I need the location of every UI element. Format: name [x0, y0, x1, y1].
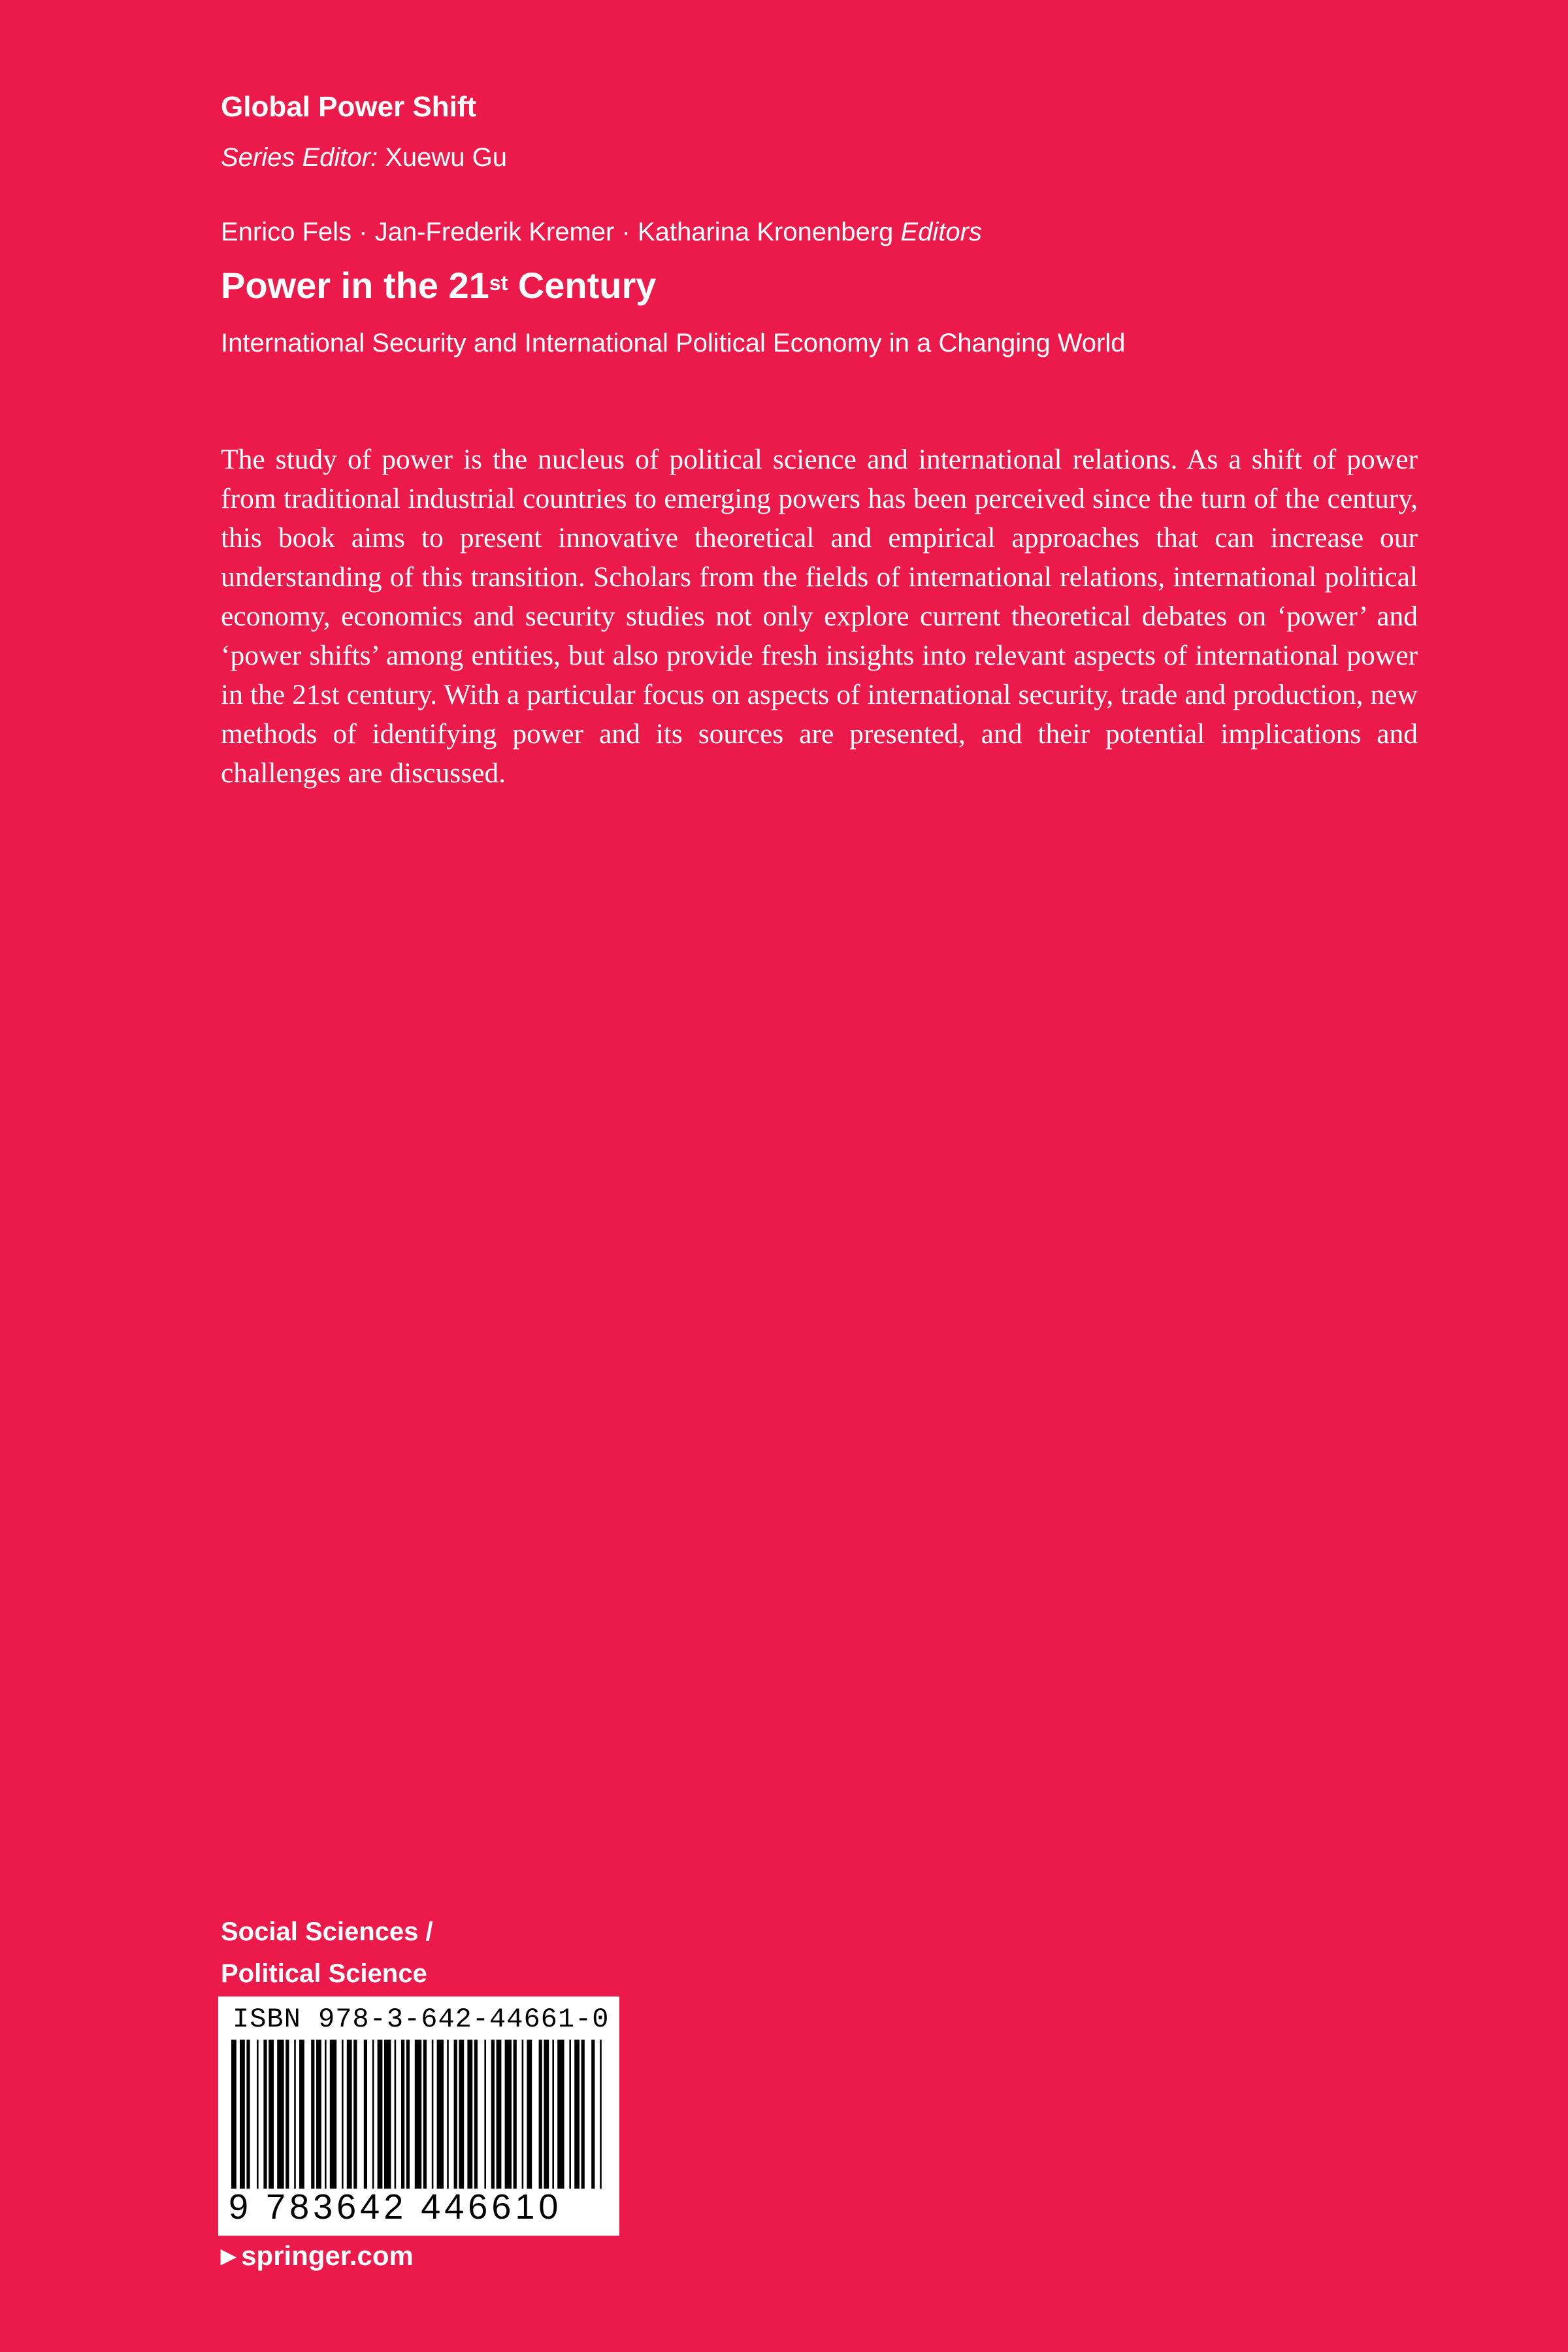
barcode-bar	[491, 2040, 495, 2189]
barcode-bar	[231, 2040, 237, 2189]
barcode-bar	[347, 2040, 352, 2189]
barcode-bar	[514, 2040, 517, 2189]
publisher-link-text: springer.com	[241, 2240, 414, 2271]
barcode-bar	[395, 2040, 397, 2189]
barcode-bar	[342, 2040, 344, 2189]
barcode-bar	[552, 2040, 554, 2189]
barcode-bar	[600, 2040, 602, 2189]
editor-names: Enrico Fels · Jan-Frederik Kremer · Katharina Kronenberg	[221, 218, 894, 246]
book-blurb: The study of power is the nucleus of political science and international relations. As a shift of power from traditional industrial countries to emerging powers has been perceived since the turn of the century, this book aims to present innovative theoretical and empirical approaches that can increase our understanding of this transition. Scholars from the fields of international relations, international political economy, economics and security studies not only explore current theoretical debates on ‘power’ and ‘power shifts’ among entities, but also provide fresh insights into relevant aspects of international power in the 21st century. With a particular focus on aspects of international security, trade and production, new methods of identifying power and its sources are presented, and their potential implications and challenges are discussed.	[221, 444, 1418, 789]
barcode-bar	[447, 2040, 449, 2189]
barcode-bar	[467, 2040, 472, 2189]
barcode-bars	[229, 2040, 609, 2189]
barcode-bar	[437, 2040, 444, 2189]
book-title-sup: st	[489, 271, 508, 295]
barcode-bar	[539, 2040, 542, 2189]
barcode-bar	[240, 2040, 245, 2189]
barcode-bar	[263, 2040, 267, 2189]
book-subtitle: International Security and International Political Economy in a Changing World	[221, 329, 1126, 357]
barcode-bar	[311, 2040, 314, 2189]
barcode-bar	[505, 2040, 512, 2189]
barcode-bar	[364, 2040, 367, 2189]
barcode-bar	[269, 2040, 274, 2189]
barcode-bar	[527, 2040, 532, 2189]
ean-digits: 9 783642 446610	[229, 2187, 563, 2227]
barcode-bar	[544, 2040, 549, 2189]
barcode-bar	[415, 2040, 421, 2189]
series-editor-label: Series Editor:	[221, 143, 378, 172]
barcode-bar	[574, 2040, 580, 2189]
barcode-box	[218, 1996, 619, 2236]
barcode-bar	[286, 2040, 289, 2189]
barcode-bar	[246, 2040, 250, 2189]
series-editor	[221, 138, 507, 177]
barcode-bar	[299, 2040, 304, 2189]
book-title-end: Century	[508, 265, 657, 306]
series-title: Global Power Shift	[221, 91, 477, 123]
barcode-bar	[257, 2040, 259, 2189]
barcode-bar	[454, 2040, 457, 2189]
series-editor-name: Xuewu Gu	[385, 143, 508, 172]
barcode-bar	[569, 2040, 571, 2189]
barcode-bar	[294, 2040, 296, 2189]
barcode-bar	[378, 2040, 383, 2189]
barcode-bar	[581, 2040, 585, 2189]
barcode-bar	[522, 2040, 524, 2189]
barcode-bar	[353, 2040, 357, 2189]
barcode-bar	[384, 2040, 391, 2189]
barcode-bar	[372, 2040, 374, 2189]
barcode-bar	[484, 2040, 486, 2189]
barcode-bar	[277, 2040, 284, 2189]
publisher-link[interactable]	[221, 2235, 414, 2277]
book-editors	[221, 212, 982, 252]
editors-role: Editors	[900, 218, 982, 246]
barcode-bar	[557, 2040, 564, 2189]
barcode-bar	[432, 2040, 434, 2189]
arrow-right-icon: ▶	[221, 2245, 237, 2267]
barcode-bar	[591, 2040, 595, 2189]
barcode-bar	[325, 2040, 327, 2189]
barcode-bar	[474, 2040, 478, 2189]
barcode-bar	[406, 2040, 410, 2189]
barcode-bar	[316, 2040, 321, 2189]
book-title-main: Power in the 21	[221, 265, 489, 306]
barcode-bar	[330, 2040, 336, 2189]
book-title	[221, 261, 656, 310]
barcode-bar	[459, 2040, 464, 2189]
subject-category	[221, 1911, 433, 1995]
barcode-bar	[401, 2040, 404, 2189]
category-line-1: Social Sciences /	[221, 1917, 433, 1946]
barcode-bar	[423, 2040, 427, 2189]
barcode-bar	[497, 2040, 502, 2189]
category-line-2: Political Science	[221, 1959, 427, 1988]
isbn-number: ISBN 978-3-642-44661-0	[233, 2004, 610, 2035]
